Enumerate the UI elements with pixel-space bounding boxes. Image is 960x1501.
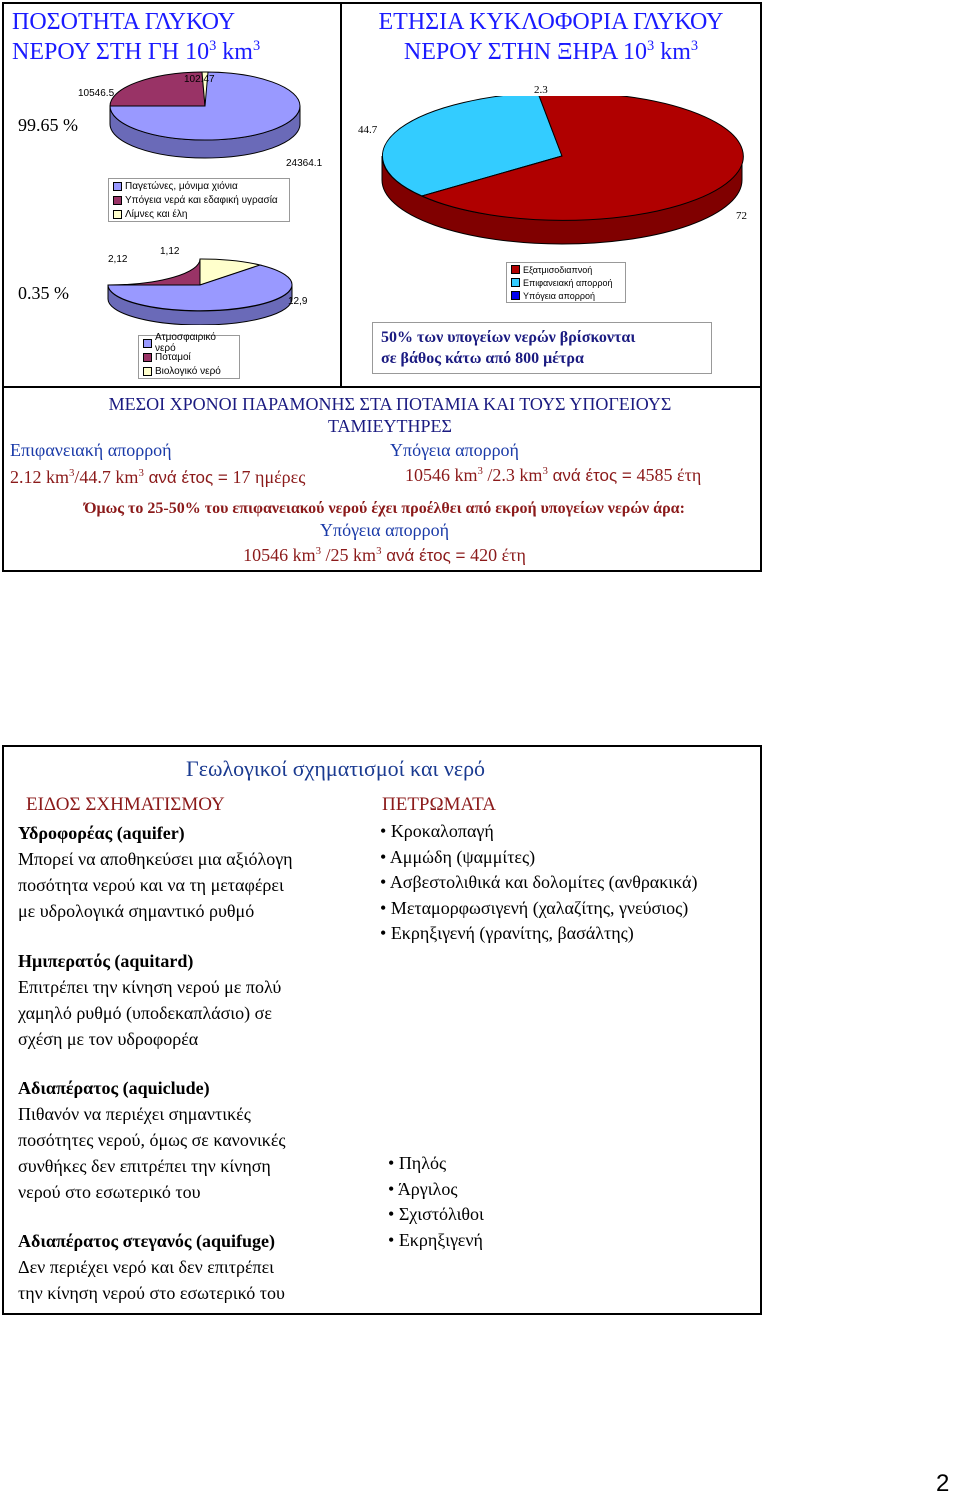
slide2-title: Γεωλογικοί σχηματισμοί και νερό — [186, 756, 486, 781]
legend-swatch — [113, 182, 122, 191]
aquifer-block — [18, 820, 358, 924]
legend-swatch — [143, 353, 152, 362]
legend-label: Ποταμοί — [155, 351, 191, 363]
pie3-label: 2.3 — [534, 84, 548, 96]
legend-label: Βιολογικό νερό — [155, 365, 221, 377]
aquitard-block — [18, 948, 358, 1052]
aquifer-text: ποσότητα νερού και να τη μεταφέρει — [18, 875, 284, 895]
pie2-legend — [138, 332, 240, 379]
aquifer-text: με υδρολογικά σημαντικό ρυθμό — [18, 901, 255, 921]
list-item: • Κροκαλοπαγή — [380, 821, 494, 841]
right-title: ΕΤΗΣΙΑ ΚΥΚΛΟΦΟΡΙΑ ΓΛΥΚΟΥ ΝΕΡΟΥ ΣΤΗΝ ΞΗΡΑ $10^3$ $km^3$ — [378, 9, 724, 65]
left-title: ΠΟΣΟΤΗΤΑ ΓΛΥΚΟΥ ΝΕΡΟΥ ΣΤΗ ΓΗ $10^3$ $km^3$ — [12, 9, 261, 65]
surface-runoff-label: Επιφανειακή απορροή — [10, 440, 172, 460]
legend-swatch — [143, 339, 152, 348]
pie2-label: 12,9 — [288, 296, 308, 307]
groundwater-runoff-label-2: Υπόγεια απορροή — [320, 520, 449, 540]
aquiclude-text: νερού στο εσωτερικό του — [18, 1182, 201, 1202]
pie3-label: 72 — [736, 210, 747, 222]
pie1-legend — [108, 178, 290, 222]
legend-label: Ατμοσφαιρικό νερό — [154, 332, 216, 354]
aquiclude-block — [18, 1075, 358, 1205]
legend-label: Υπόγεια νερά και εδαφική υγρασία — [125, 194, 278, 206]
pie3-label: 44.7 — [358, 124, 378, 136]
aquitard-text: Επιτρέπει την κίνηση νερού με πολύ — [18, 977, 282, 997]
impermeable-rocks-list — [388, 1151, 688, 1253]
pie3-legend — [506, 262, 626, 303]
aquifuge-title: Αδιαπέρατος στεγανός (aquifuge) — [18, 1231, 275, 1251]
legend-label: Λίμνες και έλη — [125, 208, 188, 220]
aquifer-title: Υδροφορέας (aquifer) — [18, 823, 185, 843]
list-item: • Άργιλος — [388, 1178, 458, 1199]
aquiclude-text: ποσότητες νερού, όμως σε κανονικές — [18, 1130, 286, 1150]
legend-swatch — [113, 196, 122, 205]
aquifuge-text: Δεν περιέχει νερό και δεν επιτρέπει — [18, 1257, 274, 1277]
pie1-label: 102.47 — [184, 74, 215, 85]
vertical-divider — [340, 2, 342, 388]
aquitard-title: Ημιπερατός (aquitard) — [18, 951, 194, 971]
page-number: 2 — [936, 1470, 950, 1497]
legend-label: Επιφανειακή απορροή — [523, 277, 613, 288]
ground2-calc: 10546 $km^3$ /25 $km^3$ ανά έτος = 420 έτη — [243, 545, 526, 565]
legend-label: Εξατμισοδιαπνοή — [523, 264, 593, 275]
permeable-rocks-list — [380, 819, 765, 947]
aquiclude-title: Αδιαπέρατος (aquiclude) — [18, 1078, 210, 1098]
aquiclude-text: συνθήκες δεν επιτρέπει την κίνηση — [18, 1156, 271, 1176]
ground-calc: 10546 $km^3$ /2.3 $km^3$ ανά έτος = 4585 έτη — [405, 465, 702, 485]
legend-swatch — [113, 210, 122, 219]
pie1-label: 10546.5 — [78, 88, 115, 99]
aquitard-text: σχέση με τον υδροφορέα — [18, 1029, 199, 1049]
groundwater-depth-note: 50% των υπογείων νερών βρίσκονται σε βάθος κάτω από 800 μέτρα — [372, 322, 712, 374]
legend-swatch — [143, 367, 152, 376]
legend-swatch — [511, 265, 520, 274]
aquitard-text: χαμηλό ρυθμό (υποδεκαπλάσιο) σε — [18, 1003, 272, 1023]
pie2-percent: 0.35 % — [18, 283, 69, 303]
pie1-percent: 99.65 % — [18, 115, 78, 135]
list-item: • Εκρηξιγενή — [388, 1229, 483, 1250]
pie-chart-other-freshwater — [100, 255, 300, 325]
however-note: Όμως το 25-50% του επιφανειακού νερού έχει προέλθει από εκροή υπογείων νερών άρα: — [84, 500, 685, 517]
pie1-label: 24364.1 — [286, 158, 323, 169]
legend-label: Παγετώνες, μόνιμα χιόνια — [125, 180, 238, 192]
aquifuge-text: την κίνηση νερού στο εσωτερικό του — [18, 1283, 285, 1303]
aquifer-text: Μπορεί να αποθηκεύσει μια αξιόλογη — [18, 849, 293, 869]
formation-type-header: ΕΙΔΟΣ ΣΧΗΜΑΤΙΣΜΟΥ — [26, 794, 225, 815]
legend-label: Υπόγεια απορροή — [523, 290, 595, 301]
list-item: • Εκρηξιγενή (γρανίτης, βασάλτης) — [380, 923, 634, 943]
list-item: • Σχιστόλιθοι — [388, 1204, 484, 1224]
residence-title: ΜΕΣΟΙ ΧΡΟΝΟΙ ΠΑΡΑΜΟΝΗΣ ΣΤΑ ΠΟΤΑΜΙΑ ΚΑΙ ΤΟΥΣ ΥΠΟΓΕΙΟΥΣ ΤΑΜΙΕΥΤΗΡΕΣ — [108, 394, 672, 436]
list-item: • Αμμώδη (ψαμμίτες) — [380, 846, 536, 867]
list-item: • Μεταμορφωσιγενή (χαλαζίτης, γνεύσιος) — [380, 897, 689, 918]
surface-calc: 2.12 $km^3/44.7$ $km^3$ ανά έτος = 17 ημέρες — [10, 467, 306, 487]
rocks-header: ΠΕΤΡΩΜΑΤΑ — [382, 794, 496, 815]
legend-swatch — [511, 278, 520, 287]
list-item: • Ασβεστολιθικά και δολομίτες (ανθρακικά) — [380, 872, 698, 892]
list-item: • Πηλός — [388, 1153, 447, 1173]
aquifuge-block — [18, 1228, 358, 1306]
pie2-label: 1,12 — [160, 246, 180, 257]
aquiclude-text: Πιθανόν να περιέχει σημαντικές — [18, 1104, 251, 1124]
groundwater-runoff-label: Υπόγεια απορροή — [390, 440, 519, 460]
pie-chart-annual-circulation — [372, 96, 752, 246]
pie2-label: 2,12 — [108, 254, 128, 265]
horizontal-divider — [2, 386, 762, 388]
legend-swatch — [511, 291, 520, 300]
